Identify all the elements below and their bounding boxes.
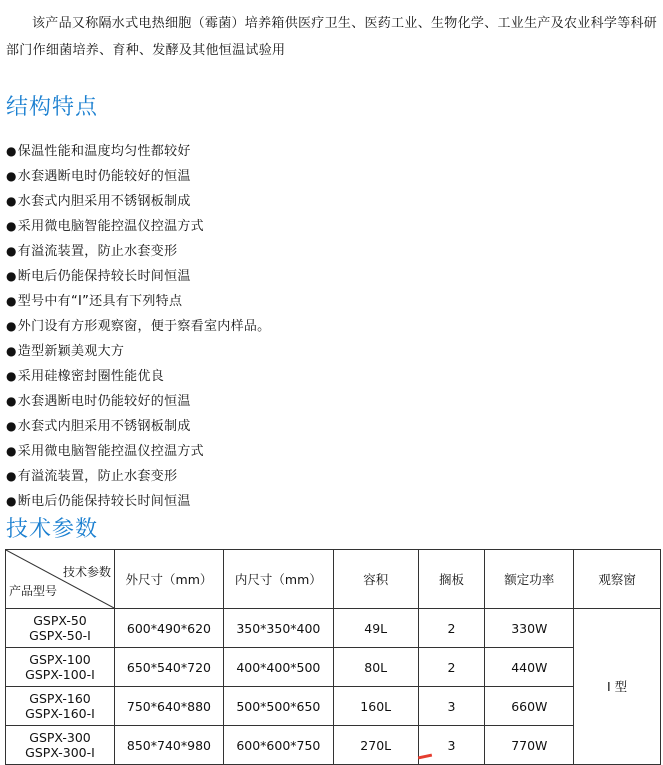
feature-item: ● 采用微电脑智能控温仪控温方式 [6, 214, 270, 239]
outer-size-cell: 750*640*880 [115, 687, 224, 726]
feature-item: ● 有溢流装置，防止水套变形 [6, 464, 270, 489]
structure-heading: 结构特点 [6, 95, 99, 120]
volume-cell: 160L [333, 687, 418, 726]
header-outer-size: 外尺寸（mm） [115, 550, 224, 609]
model-cell [6, 648, 115, 687]
header-power: 额定功率 [485, 550, 574, 609]
table-row [6, 648, 661, 687]
power-cell: 660W [485, 687, 574, 726]
table-row [6, 687, 661, 726]
model-name-i: GSPX-50-I [29, 628, 91, 643]
header-volume: 容积 [333, 550, 418, 609]
outer-size-cell: 600*490*620 [115, 609, 224, 648]
spec-table [5, 549, 661, 765]
feature-item: ● 造型新颖美观大方 [6, 339, 270, 364]
feature-item: ● 水套式内胆采用不锈钢板制成 [6, 414, 270, 439]
window-cell: I 型 [574, 609, 661, 765]
table-row [6, 609, 661, 648]
model-name: GSPX-50 [33, 613, 87, 628]
volume-cell: 270L [333, 726, 418, 765]
feature-item: ● 水套遇断电时仍能较好的恒温 [6, 164, 270, 189]
shelves-cell: 3 [418, 687, 485, 726]
corner-bottom-label: 产品型号 [9, 584, 58, 598]
volume-cell: 49L [333, 609, 418, 648]
intro-paragraph [6, 10, 661, 64]
shelves-cell: 3 [418, 726, 485, 765]
power-cell: 770W [485, 726, 574, 765]
corner-top-label: 技术参数 [62, 565, 111, 579]
header-window: 观察窗 [574, 550, 661, 609]
outer-size-cell: 650*540*720 [115, 648, 224, 687]
outer-size-cell: 850*740*980 [115, 726, 224, 765]
feature-item: ● 型号中有“I”还具有下列特点 [6, 289, 270, 314]
model-name: GSPX-300 [29, 730, 91, 745]
feature-item: ● 采用硅橡密封圈性能优良 [6, 364, 270, 389]
intro-text: 该产品又称隔水式电热细胞（霉菌）培养箱供医疗卫生、医药工业、生物化学、工业生产及农业科学等科研部门作细菌培养、育种、发酵及其他恒温试验用 [6, 16, 658, 58]
inner-size-cell: 400*400*500 [223, 648, 333, 687]
feature-item: ● 采用微电脑智能控温仪控温方式 [6, 439, 270, 464]
header-inner-size: 内尺寸（mm） [223, 550, 333, 609]
inner-size-cell: 500*500*650 [223, 687, 333, 726]
feature-item: ● 断电后仍能保持较长时间恒温 [6, 264, 270, 289]
table-row [6, 726, 661, 765]
corner-cell [6, 550, 115, 609]
model-name-i: GSPX-100-I [25, 667, 95, 682]
shelves-cell: 2 [418, 609, 485, 648]
model-name: GSPX-100 [29, 652, 91, 667]
model-cell [6, 726, 115, 765]
header-shelves: 搁板 [418, 550, 485, 609]
inner-size-cell: 600*600*750 [223, 726, 333, 765]
power-cell: 440W [485, 648, 574, 687]
inner-size-cell: 350*350*400 [223, 609, 333, 648]
volume-cell: 80L [333, 648, 418, 687]
feature-item: ● 水套遇断电时仍能较好的恒温 [6, 389, 270, 414]
model-name-i: GSPX-300-I [25, 745, 95, 760]
model-cell [6, 687, 115, 726]
model-name-i: GSPX-160-I [25, 706, 95, 721]
power-cell: 330W [485, 609, 574, 648]
feature-item: ● 有溢流装置，防止水套变形 [6, 239, 270, 264]
feature-list [6, 139, 270, 514]
table-header-row [6, 550, 661, 609]
specs-heading: 技术参数 [6, 517, 99, 542]
model-name: GSPX-160 [29, 691, 91, 706]
shelves-cell: 2 [418, 648, 485, 687]
feature-item: ● 外门设有方形观察窗，便于察看室内样品。 [6, 314, 270, 339]
feature-item: ● 保温性能和温度均匀性都较好 [6, 139, 270, 164]
model-cell [6, 609, 115, 648]
feature-item: ● 水套式内胆采用不锈钢板制成 [6, 189, 270, 214]
feature-item: ● 断电后仍能保持较长时间恒温 [6, 489, 270, 514]
